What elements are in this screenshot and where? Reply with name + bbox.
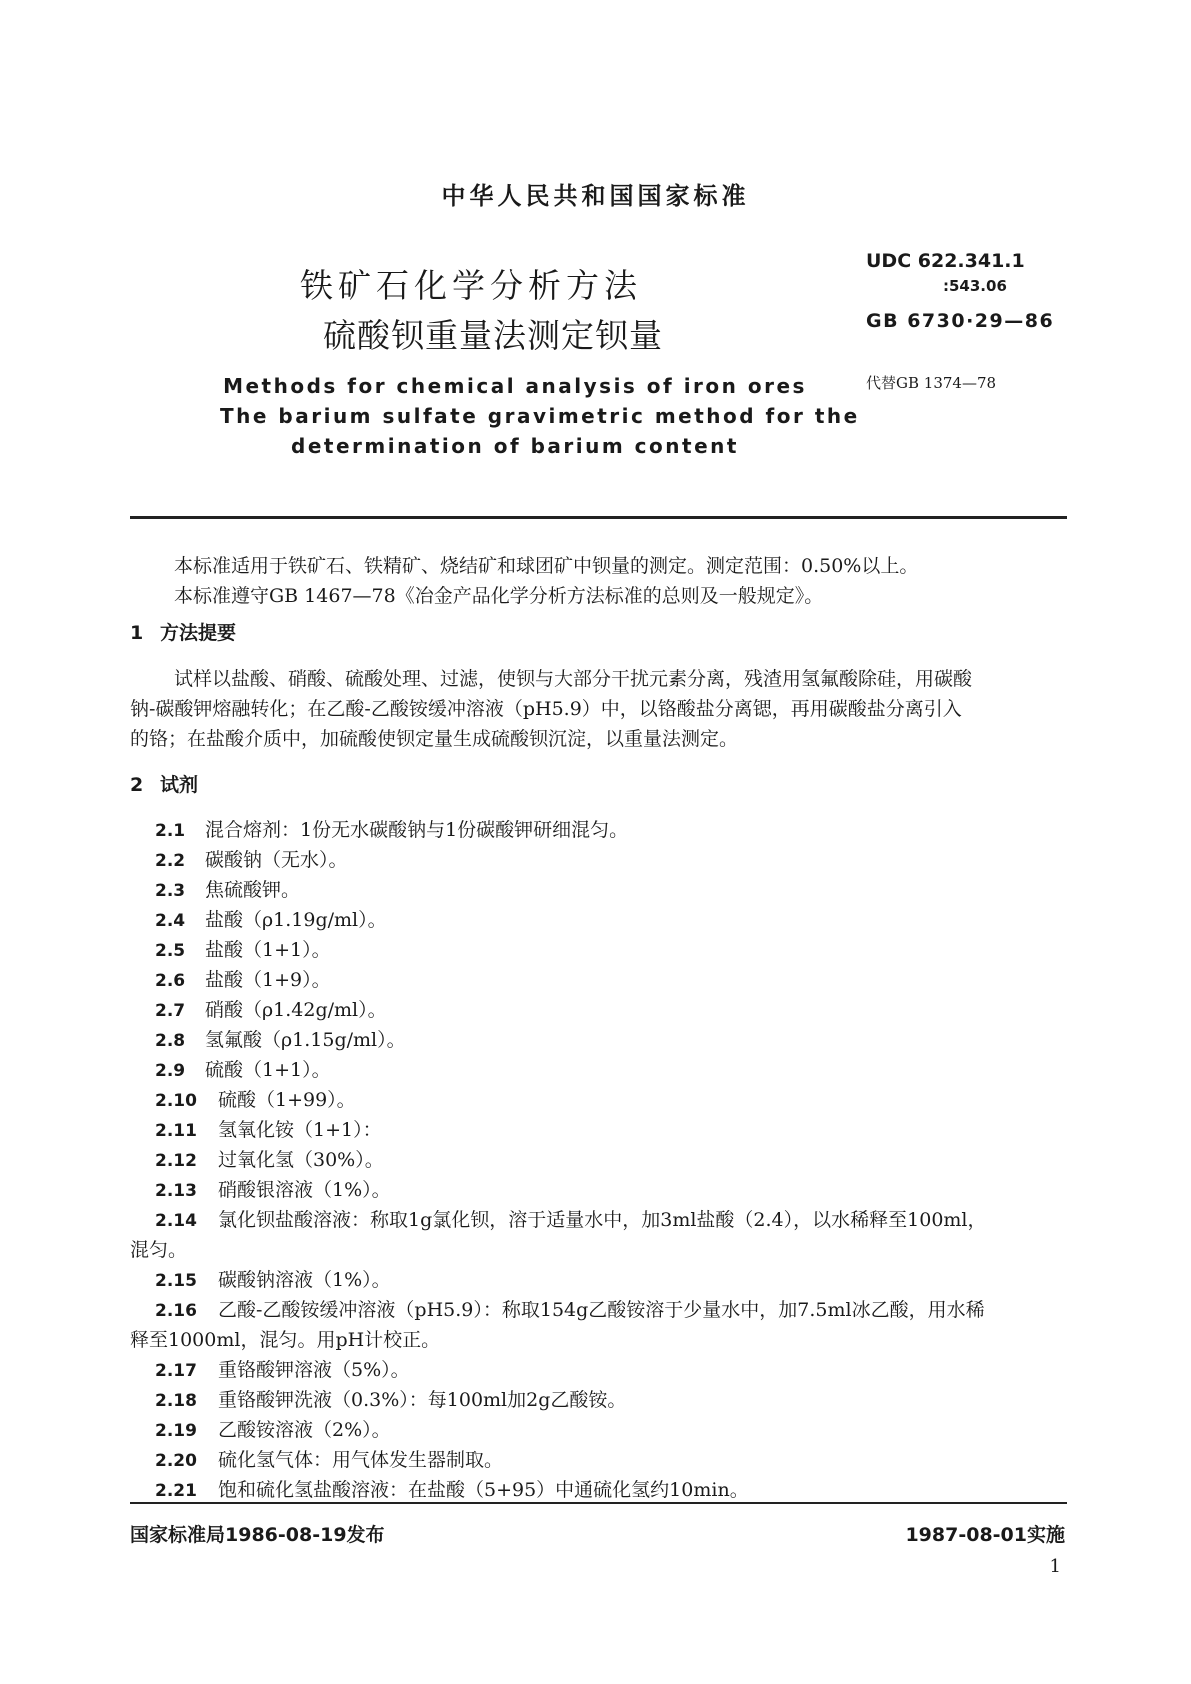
- item-number: 2.13: [155, 1181, 197, 1201]
- item-text: 硝酸（ρ1.42g/ml）。: [205, 999, 387, 1021]
- item-number: 2.16: [155, 1301, 197, 1321]
- reagent-item: [155, 1025, 406, 1052]
- compliance-paragraph: 本标准遵守GB 1467—78《冶金产品化学分析方法标准的总则及一般规定》。: [174, 585, 824, 607]
- reagent-item: [155, 875, 300, 902]
- item-number: 2.2: [155, 851, 186, 871]
- item-number: 2.11: [155, 1121, 197, 1141]
- gb-standard-code: GB 6730·29—86: [866, 310, 1055, 332]
- reagent-item: [155, 815, 628, 842]
- reagent-item: [155, 1175, 391, 1202]
- reagent-item-continuation: 释至1000ml，混匀。用pH计校正。: [130, 1329, 441, 1351]
- reagent-item: [155, 995, 387, 1022]
- reagent-item: [155, 1415, 391, 1442]
- reagent-item: [155, 935, 331, 962]
- section-1-text-line: 试样以盐酸、硝酸、硫酸处理、过滤，使钡与大部分干扰元素分离，残渣用氢氟酸除硅，用碳酸: [174, 668, 973, 690]
- section-title: 试剂: [160, 774, 199, 796]
- item-text: 饱和硫化氢盐酸溶液：在盐酸（5+95）中通硫化氢约10min。: [218, 1479, 749, 1501]
- item-text: 重铬酸钾洗液（0.3%）：每100ml加2g乙酸铵。: [218, 1389, 627, 1411]
- reagent-item: [155, 1205, 987, 1232]
- document-title-cn-line-1: 铁矿石化学分析方法: [300, 266, 642, 305]
- item-text: 硫化氢气体：用气体发生器制取。: [218, 1449, 504, 1471]
- udc-code: UDC 622.341.1: [866, 250, 1025, 272]
- udc-code-continuation: :543.06: [943, 277, 1007, 295]
- item-number: 2.8: [155, 1031, 186, 1051]
- reagent-item: [155, 1145, 384, 1172]
- reagent-item: [155, 1265, 391, 1292]
- section-number: 1: [130, 622, 144, 644]
- item-number: 2.21: [155, 1481, 197, 1501]
- reagent-item: [155, 1355, 410, 1382]
- item-number: 2.6: [155, 971, 186, 991]
- reagent-item: [155, 1115, 382, 1142]
- replaces-standard-note: 代替GB 1374—78: [866, 374, 997, 392]
- header-divider: [130, 516, 1067, 519]
- item-number: 2.17: [155, 1361, 197, 1381]
- scope-paragraph: 本标准适用于铁矿石、铁精矿、烧结矿和球团矿中钡量的测定。测定范围：0.50%以上。: [174, 555, 919, 577]
- footer-divider: [130, 1502, 1067, 1504]
- item-text: 盐酸（1+9）。: [205, 969, 331, 991]
- reagent-item: [155, 1475, 749, 1502]
- item-text: 氢氧化铵（1+1）：: [218, 1119, 382, 1141]
- item-text: 过氧化氢（30%）。: [218, 1149, 384, 1171]
- item-text: 重铬酸钾溶液（5%）。: [218, 1359, 410, 1381]
- reagent-item: [155, 1385, 626, 1412]
- item-number: 2.7: [155, 1001, 186, 1021]
- item-number: 2.3: [155, 881, 186, 901]
- item-text: 混合熔剂：1份无水碳酸钠与1份碳酸钾研细混匀。: [205, 819, 629, 841]
- effective-date: 1987-08-01实施: [905, 1524, 1065, 1546]
- item-text: 乙酸-乙酸铵缓冲溶液（pH5.9）：称取154g乙酸铵溶于少量水中，加7.5ml冰乙酸，用水稀: [218, 1299, 985, 1321]
- section-title: 方法提要: [160, 622, 237, 644]
- item-number: 2.4: [155, 911, 186, 931]
- item-number: 2.1: [155, 821, 186, 841]
- item-text: 硝酸银溶液（1%）。: [218, 1179, 391, 1201]
- item-number: 2.14: [155, 1211, 197, 1231]
- issue-date: 国家标准局1986-08-19发布: [130, 1524, 385, 1546]
- reagent-item: [155, 1055, 331, 1082]
- item-text: 硫酸（1+99）。: [218, 1089, 356, 1111]
- national-standard-heading: 中华人民共和国国家标准: [441, 182, 750, 210]
- reagent-item: [155, 1295, 985, 1322]
- document-title-cn-line-2: 硫酸钡重量法测定钡量: [323, 316, 663, 355]
- section-1-text-line: 钠-碳酸钾熔融转化；在乙酸-乙酸铵缓冲溶液（pH5.9）中，以铬酸盐分离锶，再用碳酸盐分离引入: [130, 698, 962, 720]
- reagent-item-continuation: 混匀。: [130, 1239, 188, 1261]
- item-text: 硫酸（1+1）。: [205, 1059, 331, 1081]
- reagent-item: [155, 905, 387, 932]
- item-text: 氢氟酸（ρ1.15g/ml）。: [205, 1029, 406, 1051]
- section-2-heading: [130, 770, 198, 797]
- item-number: 2.19: [155, 1421, 197, 1441]
- item-number: 2.5: [155, 941, 186, 961]
- document-title-en-line-3: determination of barium content: [291, 434, 739, 458]
- item-number: 2.20: [155, 1451, 197, 1471]
- item-text: 碳酸钠（无水）。: [205, 849, 348, 871]
- reagent-item: [155, 1445, 503, 1472]
- item-text: 氯化钡盐酸溶液：称取1g氯化钡，溶于适量水中，加3ml盐酸（2.4），以水稀释至100ml，: [218, 1209, 987, 1231]
- item-number: 2.10: [155, 1091, 197, 1111]
- page-number: 1: [1049, 1556, 1061, 1577]
- reagent-item: [155, 1085, 356, 1112]
- document-title-en-line-1: Methods for chemical analysis of iron ores: [223, 374, 807, 398]
- item-number: 2.9: [155, 1061, 186, 1081]
- section-number: 2: [130, 774, 144, 796]
- reagent-item: [155, 845, 348, 872]
- item-text: 盐酸（ρ1.19g/ml）。: [205, 909, 387, 931]
- item-text: 碳酸钠溶液（1%）。: [218, 1269, 391, 1291]
- item-text: 盐酸（1+1）。: [205, 939, 331, 961]
- item-number: 2.18: [155, 1391, 197, 1411]
- item-text: 焦硫酸钾。: [205, 879, 301, 901]
- item-number: 2.15: [155, 1271, 197, 1291]
- section-1-text-line: 的铬；在盐酸介质中，加硫酸使钡定量生成硫酸钡沉淀，以重量法测定。: [130, 728, 739, 750]
- item-text: 乙酸铵溶液（2%）。: [218, 1419, 391, 1441]
- item-number: 2.12: [155, 1151, 197, 1171]
- document-title-en-line-2: The barium sulfate gravimetric method for the: [220, 404, 860, 428]
- section-1-heading: [130, 618, 236, 645]
- reagent-item: [155, 965, 331, 992]
